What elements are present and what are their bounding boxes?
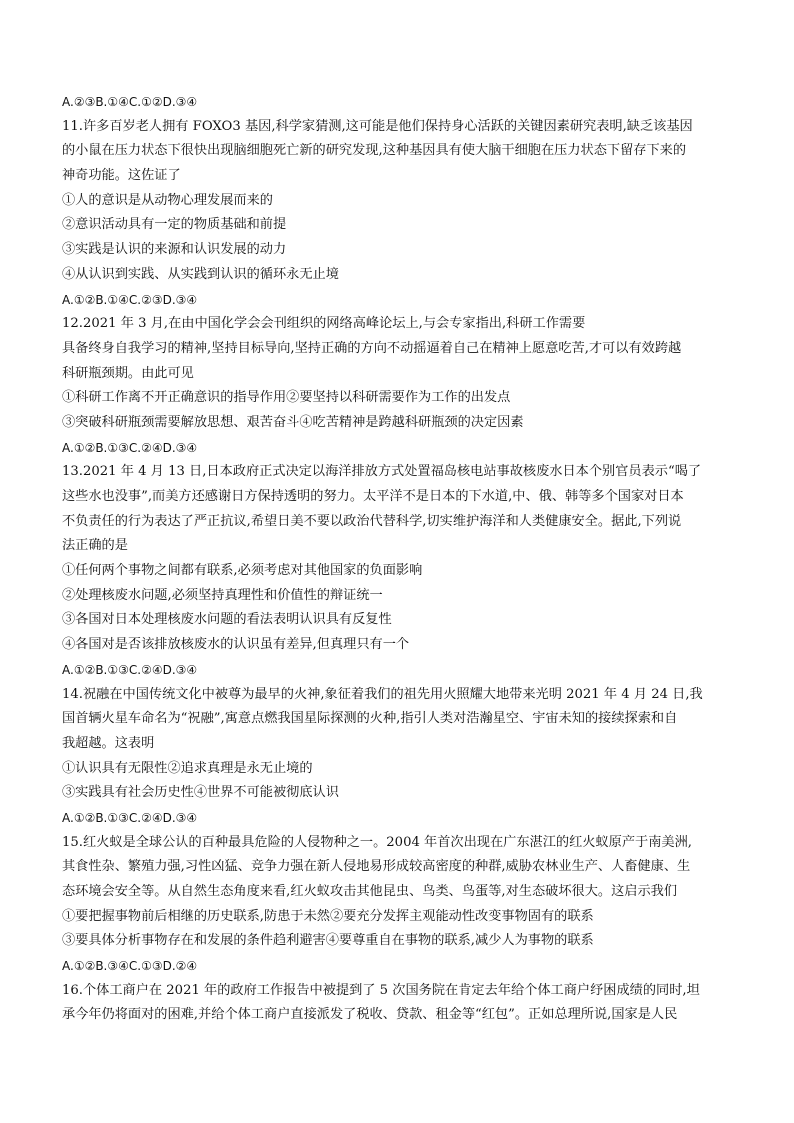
question-11-statement-4: ④从认识到实践、从实践到认识的循环永无止境 (62, 266, 339, 282)
question-13-stem-line-1: 13.2021 年 4 月 13 日,日本政府正式决定以海洋排放方式处置福岛核电站事故核废水日本个别官员表示“喝了 (62, 464, 702, 480)
question-14-stem-line-3: 我超越。这表明 (62, 735, 155, 751)
answer-options-q11: A.①②B.①④C.②③D.③④ (62, 292, 198, 307)
question-13-stem-line-3: 不负责任的行为表达了严正抗议,希望日美不要以政治代替科学,切实维护海洋和人类健康安全。据此,下列说 (62, 513, 682, 529)
question-12-stem-line-3: 科研瓶颈期。由此可见 (62, 365, 194, 381)
answer-options-q12: A.①②B.①③C.②④D.③④ (62, 440, 198, 455)
question-15-statements-3-4: ③要具体分析事物存在和发展的条件趋利避害④要尊重自在事物的联系,减少人为事物的联系 (62, 933, 594, 949)
question-16-stem-line-1: 16.个体工商户在 2021 年的政府工作报告中被提到了 5 次国务院在肯定去年给个体工商户纾困成绩的同时,坦 (62, 982, 700, 998)
question-11-stem-line-3: 神奇功能。这佐证了 (62, 168, 181, 184)
question-12-statements-3-4: ③突破科研瓶颈需要解放思想、艰苦奋斗④吃苦精神是跨越科研瓶颈的决定因素 (62, 414, 524, 430)
answer-options-q14: A.①②B.①③C.②④D.③④ (62, 810, 198, 825)
question-15-stem-line-2: 其食性杂、繁殖力强,习性凶猛、竞争力强在新人侵地易形成较高密度的种群,威胁农林业生产、人畜健康、生 (62, 859, 691, 875)
question-13-stem-line-4: 法正确的是 (62, 538, 128, 554)
question-13-statement-2: ②处理核废水问题,必须坚持真理性和价值性的辩证统一 (62, 587, 383, 603)
document-page (62, 90, 742, 1028)
question-12-stem-line-1: 12.2021 年 3 月,在由中国化学会会刊组织的网络高峰论坛上,与会专家指出,科研工作需要 (62, 316, 586, 332)
question-14-statements-3-4: ③实践具有社会历史性④世界不可能被彻底认识 (62, 785, 339, 801)
question-14-stem-line-1: 14.祝融在中国传统文化中被尊为最早的火神,象征着我们的祖先用火照耀大地带来光明 2021 年 4 月 24 日,我 (62, 686, 703, 702)
answer-options-q10: A.②③B.①④C.①②D.③④ (62, 95, 198, 109)
question-13-statement-4: ④各国对是否该排放核废水的认识虽有差异,但真理只有一个 (62, 637, 410, 653)
question-14-statements-1-2: ①认识具有无限性②追求真理是永无止境的 (62, 760, 313, 776)
question-11-statement-2: ②意识活动具有一定的物质基础和前提 (62, 217, 287, 233)
question-15-statements-1-2: ①要把握事物前后相继的历史联系,防患于未然②要充分发挥主观能动性改变事物固有的联系 (62, 908, 594, 924)
question-13-statement-3: ③各国对日本处理核废水问题的看法表明认识具有反复性 (62, 612, 392, 628)
question-15-stem-line-1: 15.红火蚁是全球公认的百种最具危险的人侵物种之一。2004 年首次出现在广东湛江的红火蚁原产于南美洲, (62, 834, 692, 850)
question-13-statement-1: ①任何两个事物之间都有联系,必须考虑对其他国家的负面影响 (62, 563, 423, 579)
question-11-stem-line-2: 的小鼠在压力状态下很快出现脑细胞死亡新的研究发现,这种基因具有使大脑干细胞在压力状态下留存下来的 (62, 143, 687, 159)
question-16-stem-line-2: 承今年仍将面对的困难,并给个体工商户直接派发了税收、贷款、租金等“红包”。正如总理所说,国家是人民 (62, 1007, 678, 1023)
question-15-stem-line-3: 态环境会安全等。从自然生态角度来看,红火蚁攻击其他昆虫、鸟类、鸟蛋等,对生态破坏很大。这启示我们 (62, 884, 678, 899)
question-11-statement-3: ③实践是认识的来源和认识发展的动力 (62, 242, 287, 258)
question-13-stem-line-2: 这些水也没事”,而美方还感谢日方保持透明的努力。太平洋不是日本的下水道,中、俄、韩等多个国家对日本 (62, 489, 684, 504)
answer-options-q13: A.①②B.①③C.②④D.③④ (62, 662, 198, 677)
question-11-statement-1: ①人的意识是从动物心理发展而来的 (62, 192, 273, 208)
question-12-stem-line-2: 具备终身自我学习的精神,坚持目标导向,坚持正确的方向不动摇逼着自己在精神上愿意吃苦,才可以有效跨越 (62, 340, 682, 356)
question-14-stem-line-2: 国首辆火星车命名为“祝融”,寓意点燃我国星际探测的火种,指引人类对浩瀚星空、宇宙未知的接续探索和自 (62, 711, 678, 727)
question-12-statements-1-2: ①科研工作离不开正确意识的指导作用②要坚持以科研需要作为工作的出发点 (62, 390, 511, 406)
question-11-stem-line-1: 11.许多百岁老人拥有 FOXO3 基因,科学家猜测,这可能是他们保持身心活跃的关键因素研究表明,缺乏该基因 (62, 118, 693, 134)
answer-options-q15: A.①②B.③④C.①③D.②④ (62, 959, 198, 974)
